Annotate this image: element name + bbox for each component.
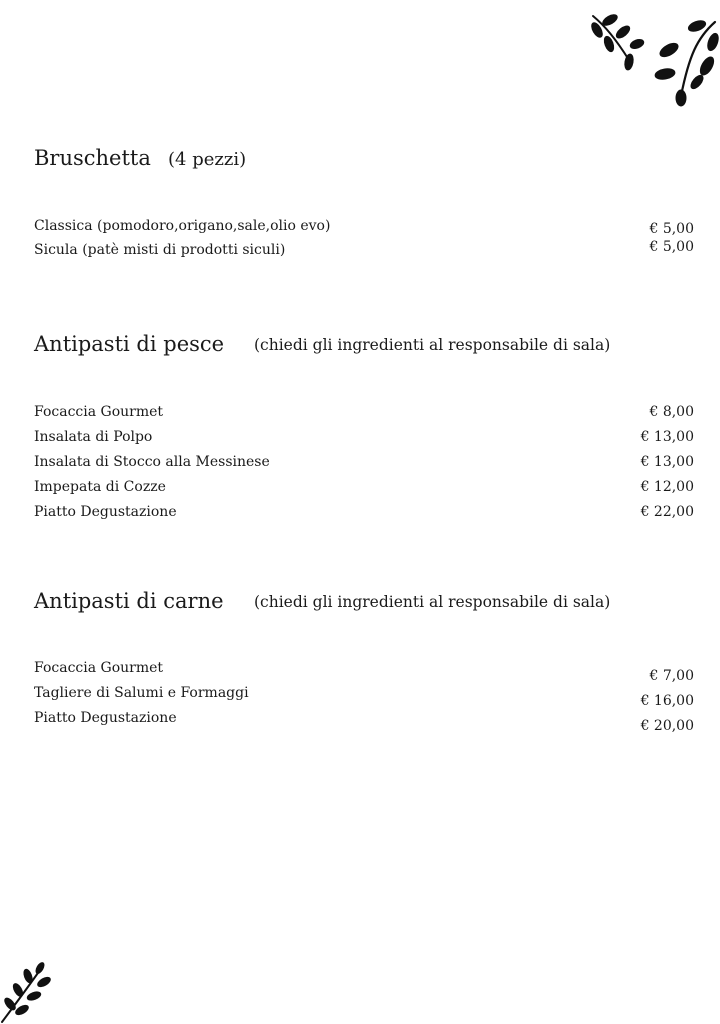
menu-item-name: Impepata di Cozze (34, 479, 166, 495)
menu-item-name: Piatto Degustazione (34, 710, 177, 726)
section-note: (chiedi gli ingredienti al responsabile di sala) (254, 593, 611, 611)
menu-item-price: € 7,00 (649, 668, 694, 684)
menu-item-price: € 5,00 (649, 221, 694, 237)
menu-item-name: Piatto Degustazione (34, 504, 177, 520)
menu-section-bruschetta (34, 146, 694, 266)
menu-item-price: € 20,00 (640, 718, 694, 734)
menu-item-name: Insalata di Stocco alla Messinese (34, 454, 270, 470)
menu-item-price: € 12,00 (640, 479, 694, 495)
menu-section-antipasti-pesce (34, 332, 694, 532)
menu-item-name: Focaccia Gourmet (34, 404, 164, 420)
section-note: (chiedi gli ingredienti al responsabile di sala) (254, 336, 611, 354)
leaf-branch-icon (0, 960, 62, 1024)
menu-item-price: € 5,00 (649, 239, 694, 255)
menu-item-price: € 8,00 (649, 404, 694, 420)
leaf-branches-icon (585, 8, 720, 108)
menu-item-price: € 16,00 (640, 693, 694, 709)
menu-item-price: € 13,00 (640, 454, 694, 470)
section-title: Antipasti di carne (34, 589, 224, 613)
menu-item-name: Classica (pomodoro,origano,sale,olio evo) (34, 218, 331, 234)
menu-item-price: € 13,00 (640, 429, 694, 445)
menu-item-name: Focaccia Gourmet (34, 660, 164, 676)
menu-item-name: Insalata di Polpo (34, 429, 153, 445)
section-title: Antipasti di pesce (34, 332, 225, 356)
menu-item-name: Sicula (patè misti di prodotti siculi) (34, 242, 286, 258)
section-title: Bruschetta (34, 146, 151, 170)
menu-section-antipasti-carne (34, 589, 694, 739)
menu-item-name: Tagliere di Salumi e Formaggi (34, 685, 249, 701)
menu-item-price: € 22,00 (640, 504, 694, 520)
section-note: (4 pezzi) (168, 149, 247, 170)
